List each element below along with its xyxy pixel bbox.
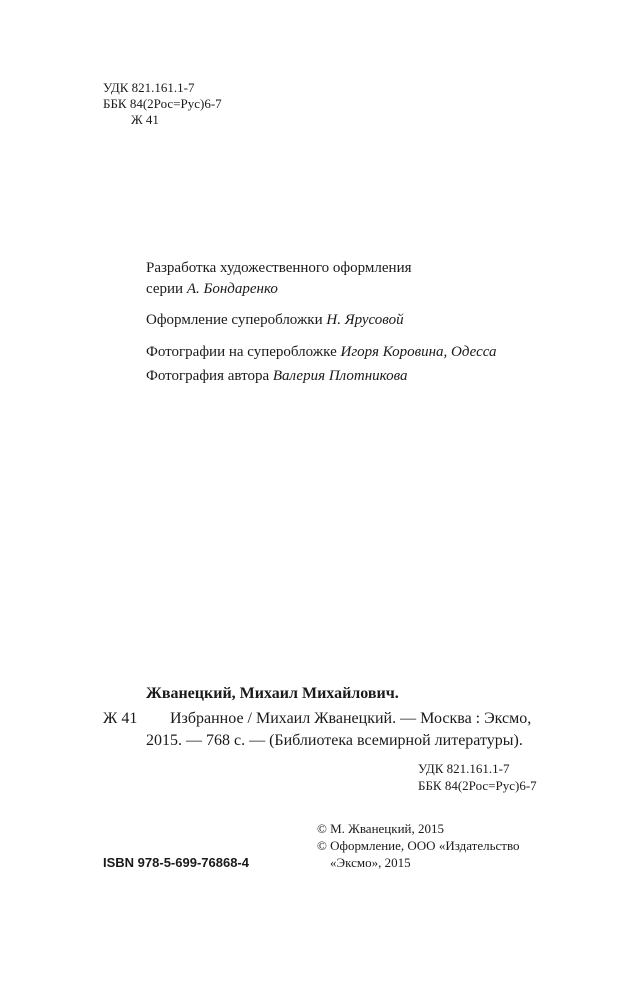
biblio-sign: Ж 41 bbox=[103, 710, 138, 727]
photos-credit bbox=[146, 342, 497, 362]
cover-credit-label: Оформление суперобложки bbox=[146, 312, 323, 328]
design-credit-line1: Разработка художественного оформления bbox=[146, 260, 412, 276]
biblio-bbk: ББК 84(2Рос=Рус)6-7 bbox=[418, 778, 537, 793]
author-photo-label: Фотография автора bbox=[146, 368, 270, 384]
photos-credit-label: Фотографии на суперобложке bbox=[146, 344, 337, 360]
biblio-line2: 2015. — 768 с. — (Библиотека всемирной литературы). bbox=[146, 732, 523, 749]
copyright-design-line2: «Эксмо», 2015 bbox=[330, 855, 411, 870]
udk-top: УДК 821.161.1-7 bbox=[103, 80, 195, 95]
author-photo-credit bbox=[146, 366, 408, 386]
design-credit-name: А. Бондаренко bbox=[186, 281, 278, 297]
author-photo-name: Валерия Плотникова bbox=[272, 368, 408, 384]
biblio-author-heading: Жванецкий, Михаил Михайлович. bbox=[146, 685, 399, 702]
cover-credit bbox=[146, 310, 404, 330]
copyright-author: © М. Жванецкий, 2015 bbox=[317, 821, 444, 836]
design-credit-line2 bbox=[146, 279, 278, 299]
copyright-design-line1: © Оформление, ООО «Издательство bbox=[317, 838, 520, 853]
biblio-udk: УДК 821.161.1-7 bbox=[418, 761, 510, 776]
bbk-top: ББК 84(2Рос=Рус)6-7 bbox=[103, 96, 222, 111]
design-credit-label: серии bbox=[146, 281, 184, 297]
cover-credit-name: Н. Ярусовой bbox=[326, 312, 404, 328]
biblio-line1: Избранное / Михаил Жванецкий. — Москва : Эксмо, bbox=[170, 710, 532, 727]
photos-credit-name: Игоря Коровина, Одесса bbox=[340, 344, 497, 360]
isbn: ISBN 978-5-699-76868-4 bbox=[103, 855, 249, 870]
author-sign-top: Ж 41 bbox=[131, 112, 159, 127]
